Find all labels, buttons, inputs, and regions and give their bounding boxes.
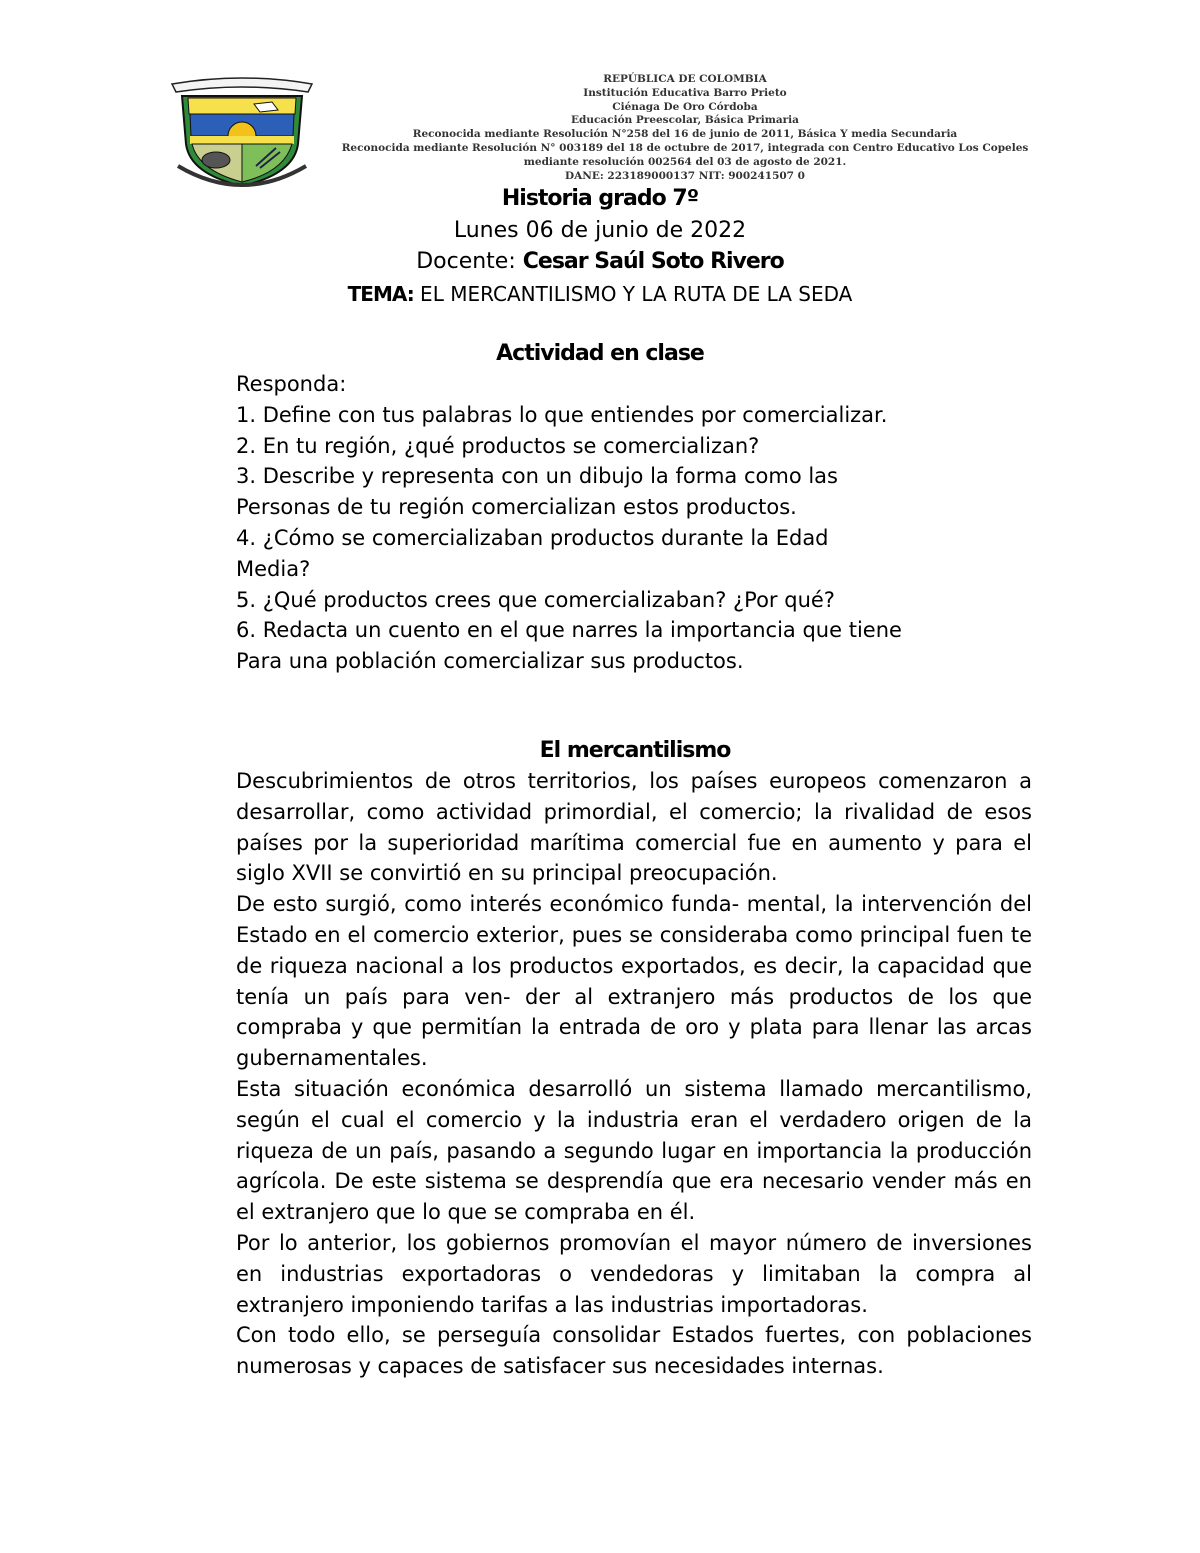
activity-line: 5. ¿Qué productos crees que comercializaban? ¿Por qué?	[236, 587, 835, 612]
activity-line: Personas de tu región comercializan estos productos.	[236, 495, 797, 520]
teacher-line	[0, 249, 1200, 274]
topic-line	[0, 282, 1200, 306]
school-crest-logo	[168, 74, 316, 190]
activity-line: 2. En tu región, ¿qué productos se comercializan?	[236, 433, 760, 458]
activity-line: Media?	[236, 556, 311, 581]
topic-text: EL MERCANTILISMO Y LA RUTA DE LA SEDA	[413, 282, 853, 306]
essay-paragraph: Por lo anterior, los gobiernos promovían el mayor número de inversiones en industrias exportadoras o vendedoras y limitaban la compra al extranjero imponiendo tarifas a las industrias importadoras.	[236, 1230, 1032, 1317]
letterhead-line: Institución Educativa Barro Prieto	[583, 86, 787, 99]
letterhead-line: REPÚBLICA DE COLOMBIA	[603, 73, 767, 85]
letterhead-line: mediante resolución 002564 del 03 de agosto de 2021.	[523, 155, 847, 168]
document-date: Lunes 06 de junio de 2022	[453, 218, 747, 243]
letterhead-line: Ciénaga De Oro Córdoba	[612, 100, 758, 113]
activity-line: 1. Define con tus palabras lo que entiendes por comercializar.	[236, 402, 888, 427]
activity-title: Actividad en clase	[496, 341, 704, 366]
essay-body	[236, 766, 1032, 1382]
activity-line: Responda:	[236, 372, 347, 396]
essay-paragraph: Esta situación económica desarrolló un sistema llamado mercantilismo, según el cual el comercio y la industria eran el verdadero origen de la riqueza de un país, pasando a segundo lugar en importancia la producción agrícola. De este sistema se desprendía que era necesario vender más en el extranjero que lo que se compraba en él.	[236, 1076, 1032, 1225]
teacher-label: Docente:	[416, 249, 523, 274]
page-title: Historia grado 7º	[501, 186, 699, 211]
teacher-name: Cesar Saúl Soto Rivero	[522, 249, 784, 274]
letterhead-line: Reconocida mediante Resolución N°258 del 16 de junio de 2011, Básica Y media Secundaria	[412, 128, 958, 141]
activity-line: 6. Redacta un cuento en el que narres la importancia que tiene	[236, 618, 902, 643]
essay-paragraph: De esto surgió, como interés económico funda- mental, la intervención del Estado en el comercio exterior, pues se consideraba como principal fuen te de riqueza nacional a los productos exportados, es decir, la capacidad que tenía un país para ven- der al extranjero más productos de los que compraba y que permitían la entrada de oro y plata para llenar las arcas gubernamentales.	[236, 892, 1032, 1071]
essay-paragraph: Con todo ello, se perseguía consolidar Estados fuertes, con poblaciones numerosas y capaces de satisfacer sus necesidades internas.	[236, 1323, 1032, 1379]
activity-line: 3. Describe y representa con un dibujo la forma como las	[236, 464, 838, 489]
essay-title: El mercantilismo	[539, 738, 731, 763]
activity-line: 4. ¿Cómo se comercializaban productos durante la Edad	[236, 525, 829, 550]
essay-paragraph: Descubrimientos de otros territorios, los países europeos comenzaron a desarrollar, como actividad primordial, el comercio; la rivalidad de esos países por la superioridad marítima comercial fue en aumento y para el siglo XVII se convirtió en su principal preocupación.	[236, 769, 1032, 886]
activity-questions	[236, 369, 1036, 677]
letterhead-line: DANE: 223189000137 NIT: 900241507 0	[565, 169, 805, 182]
activity-line: Para una población comercializar sus productos.	[236, 649, 744, 674]
letterhead-line: Educación Preescolar, Básica Primaria	[571, 114, 799, 127]
topic-label: TEMA:	[347, 282, 414, 306]
letterhead	[300, 73, 1070, 183]
letterhead-line: Reconocida mediante Resolución N° 003189 del 18 de octubre de 2017, integrada con Centro Educativo Los Copeles	[341, 141, 1029, 154]
